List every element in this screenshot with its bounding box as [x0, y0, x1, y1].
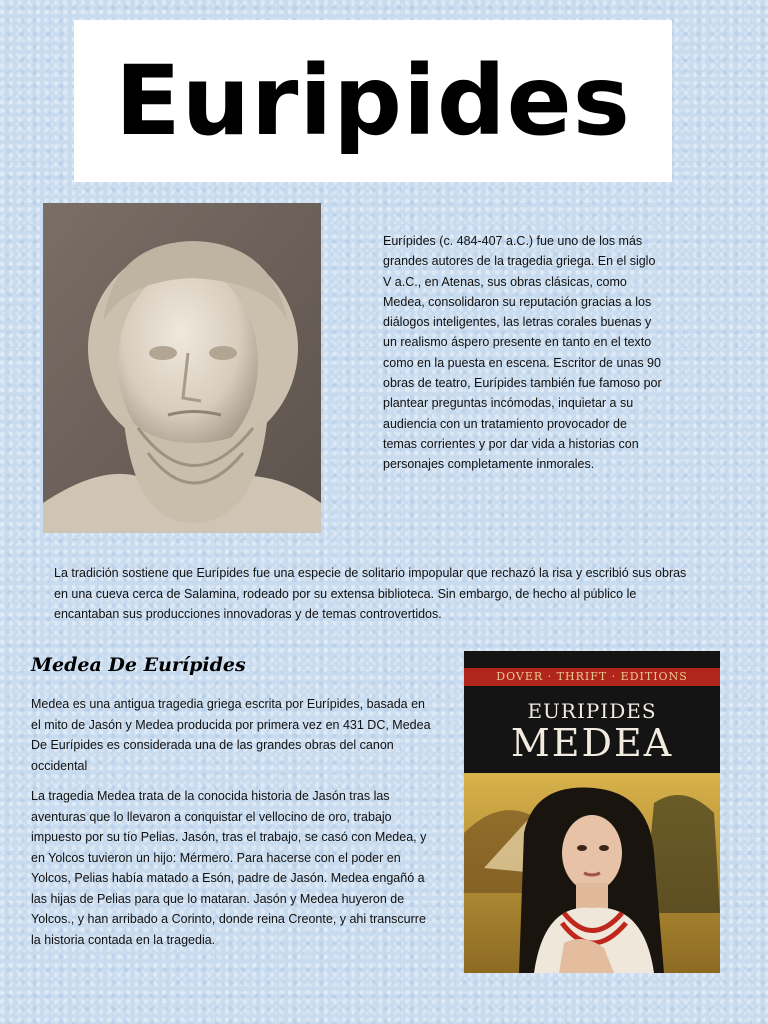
tradition-paragraph: La tradición sostiene que Eurípides fue una especie de solitario impopular que rechazó la risa y escribió sus obras en una cueva cerca de Salamina, rodeado por su extensa biblioteca. Sin embargo, de hecho al público le encantaban sus producciones innovadoras y de temas controvertidos.	[54, 566, 687, 621]
medea-book-cover	[464, 651, 720, 973]
intro-paragraph: Eurípides (c. 484-407 a.C.) fue uno de los más grandes autores de la tragedia griega. En el siglo V a.C., en Atenas, sus obras clásicas, como Medea, consolidaron su reputación gracias a los diálogos inteligentes, las letras corales buenas y un realismo áspero presente en tanto en el texto como en la puesta en escena. Escritor de unas 90 obras de teatro, Eurípides también fue famoso por plantear preguntas incómodas, inquietar a su audiencia con un tratamiento provocador de temas corrientes y por dar vida a historias con personajes completamente inmorales.	[383, 234, 662, 472]
medea-painting	[464, 773, 720, 973]
book-author: EURIPIDES	[527, 699, 657, 723]
book-series-label: DOVER · THRIFT · EDITIONS	[464, 668, 720, 686]
euripides-bust-image	[43, 203, 321, 533]
medea-paragraph-2: La tragedia Medea trata de la conocida historia de Jasón tras las aventuras que lo llevaron a conquistar el vellocino de oro, trabajo impuesto por su tío Pelias. Jasón, tras el trabajo, se casó con Medea, y en Yolcos tuvieron un hijo: Mérmero. Para hacerse con el poder en Yolcos, Pelias había matado a Esón, padre de Jasón. Medea engañó a las hijas de Pelias para que lo mataran. Jasón y Medea huyeron de Yolcos., y han arribado a Corinto, donde reina Creonte, y ahi transcurre la historia contada en la tragedia.	[31, 789, 427, 947]
page-title: Euripides	[115, 45, 631, 157]
title-banner	[74, 20, 672, 182]
medea-heading: Medea De Eurípides	[31, 654, 246, 676]
medea-paragraph-1: Medea es una antigua tragedia griega escrita por Eurípides, basada en el mito de Jasón y Medea producida por primera vez en 431 DC, Medea De Eurípides es considerada una de las grandes obras del canon occidental	[31, 697, 431, 773]
book-title: MEDEA	[510, 721, 674, 765]
